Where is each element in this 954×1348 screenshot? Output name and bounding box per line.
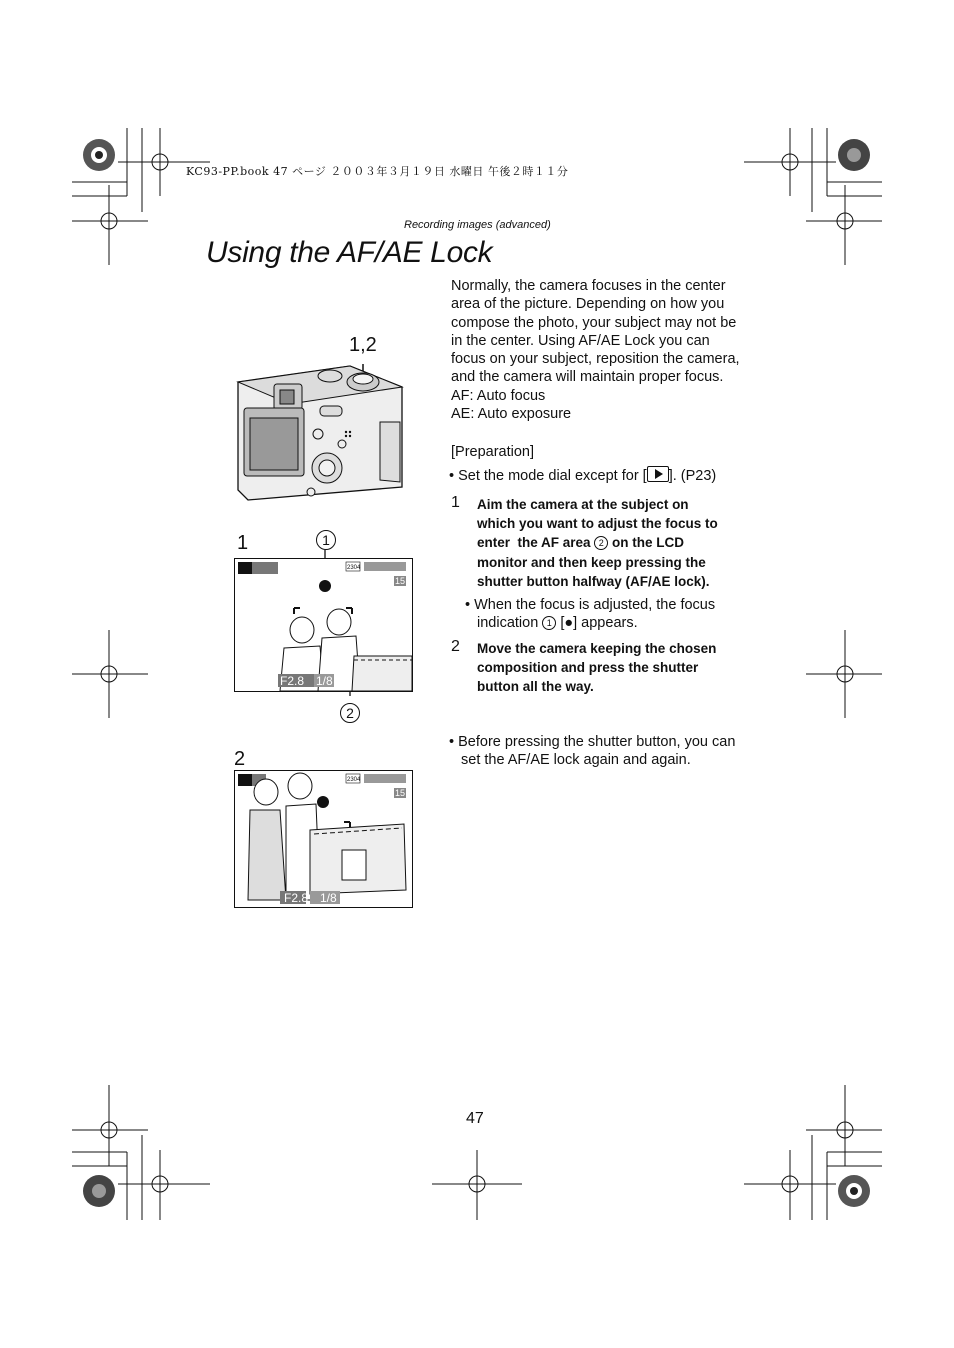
bullet-mark: •: [449, 468, 455, 484]
note-text: Before pressing the shutter button, you can: [458, 734, 736, 750]
preparation-bullet: [449, 466, 716, 485]
step-text: enter the AF area: [477, 535, 595, 551]
picture-size: 2304: [347, 777, 361, 783]
step-text: on the LCD: [608, 535, 685, 551]
step-1-sub-bullet: [465, 597, 765, 632]
step-line: [477, 533, 767, 552]
note-line: set the AF/AE lock again and again.: [461, 751, 691, 768]
lcd-screen-figure-1: [234, 548, 416, 696]
camera-callout-label: 1,2: [349, 334, 377, 356]
callout-focus-indication: 1: [316, 530, 336, 550]
intro-line: and the camera will maintain proper focus.: [451, 369, 724, 386]
sub-bullet-text: When the focus is adjusted, the focus: [474, 597, 716, 613]
note-line: [449, 734, 759, 752]
focus-dot-icon: ●: [564, 614, 574, 631]
page-number: 47: [466, 1110, 484, 1127]
step-line: button all the way.: [477, 679, 594, 695]
intro-line: AF: Auto focus: [451, 387, 546, 404]
sub-bullet-text: ] appears.: [573, 614, 638, 631]
step-number: 1: [451, 494, 460, 511]
figure-2-label: 2: [234, 748, 246, 770]
intro-line: compose the photo, your subject may not be: [451, 314, 737, 331]
bullet-mark: •: [449, 734, 455, 750]
step-line: shutter button halfway (AF/AE lock).: [477, 573, 710, 589]
callout-af-area: 2: [340, 703, 360, 723]
circled-number: 1: [542, 616, 556, 630]
remaining-shots: 15: [395, 576, 406, 586]
print-file-info: KC93-PP.book 47 ページ ２００３年３月１９日 水曜日 午後２時１１分: [186, 165, 569, 178]
intro-line: in the center. Using AF/AE Lock you can: [451, 332, 710, 349]
step-line: monitor and then keep pressing the: [477, 554, 706, 570]
sub-bullet-text: indication: [477, 614, 543, 631]
preparation-text-after: ]. (P23): [668, 468, 717, 484]
step-1-text: [477, 495, 767, 591]
shutter-speed-value: 1/8: [320, 891, 337, 905]
intro-line: AE: Auto exposure: [451, 406, 572, 423]
step-number: 2: [451, 638, 460, 655]
bullet-mark: •: [465, 597, 471, 613]
step-line: composition and press the shutter: [477, 660, 699, 676]
picture-size: 2304: [347, 565, 361, 571]
lcd-screen-figure-2: [234, 770, 416, 910]
circled-number: 2: [594, 536, 608, 550]
step-2-text: [477, 639, 767, 697]
preparation-label: [Preparation]: [451, 444, 535, 460]
intro-paragraph: [451, 277, 761, 423]
sub-bullet-line: [465, 597, 765, 615]
section-title: Recording images (advanced): [404, 219, 551, 231]
page-title: Using the AF/AE Lock: [206, 236, 493, 269]
figure-1-label: 1: [237, 532, 249, 554]
sub-bullet-text: [: [556, 614, 565, 631]
step-line: which you want to adjust the focus to: [477, 516, 718, 532]
remaining-shots: 15: [395, 788, 406, 798]
step-line: Move the camera keeping the chosen: [477, 641, 717, 656]
aperture-value: F2.8: [284, 891, 309, 905]
intro-line: focus on your subject, reposition the camera,: [451, 351, 740, 368]
step-line: Aim the camera at the subject on: [477, 497, 689, 512]
intro-line: Normally, the camera focuses in the center: [451, 278, 726, 294]
shutter-speed-value: 1/8: [316, 674, 333, 688]
intro-line: area of the picture. Depending on how you: [451, 296, 725, 313]
final-note: [449, 734, 759, 769]
sub-bullet-line: [465, 615, 765, 633]
aperture-value: F2.8: [280, 674, 305, 688]
playback-mode-icon: [647, 466, 669, 482]
preparation-text-before: Set the mode dial except for [: [458, 468, 647, 484]
camera-illustration: [230, 352, 410, 512]
